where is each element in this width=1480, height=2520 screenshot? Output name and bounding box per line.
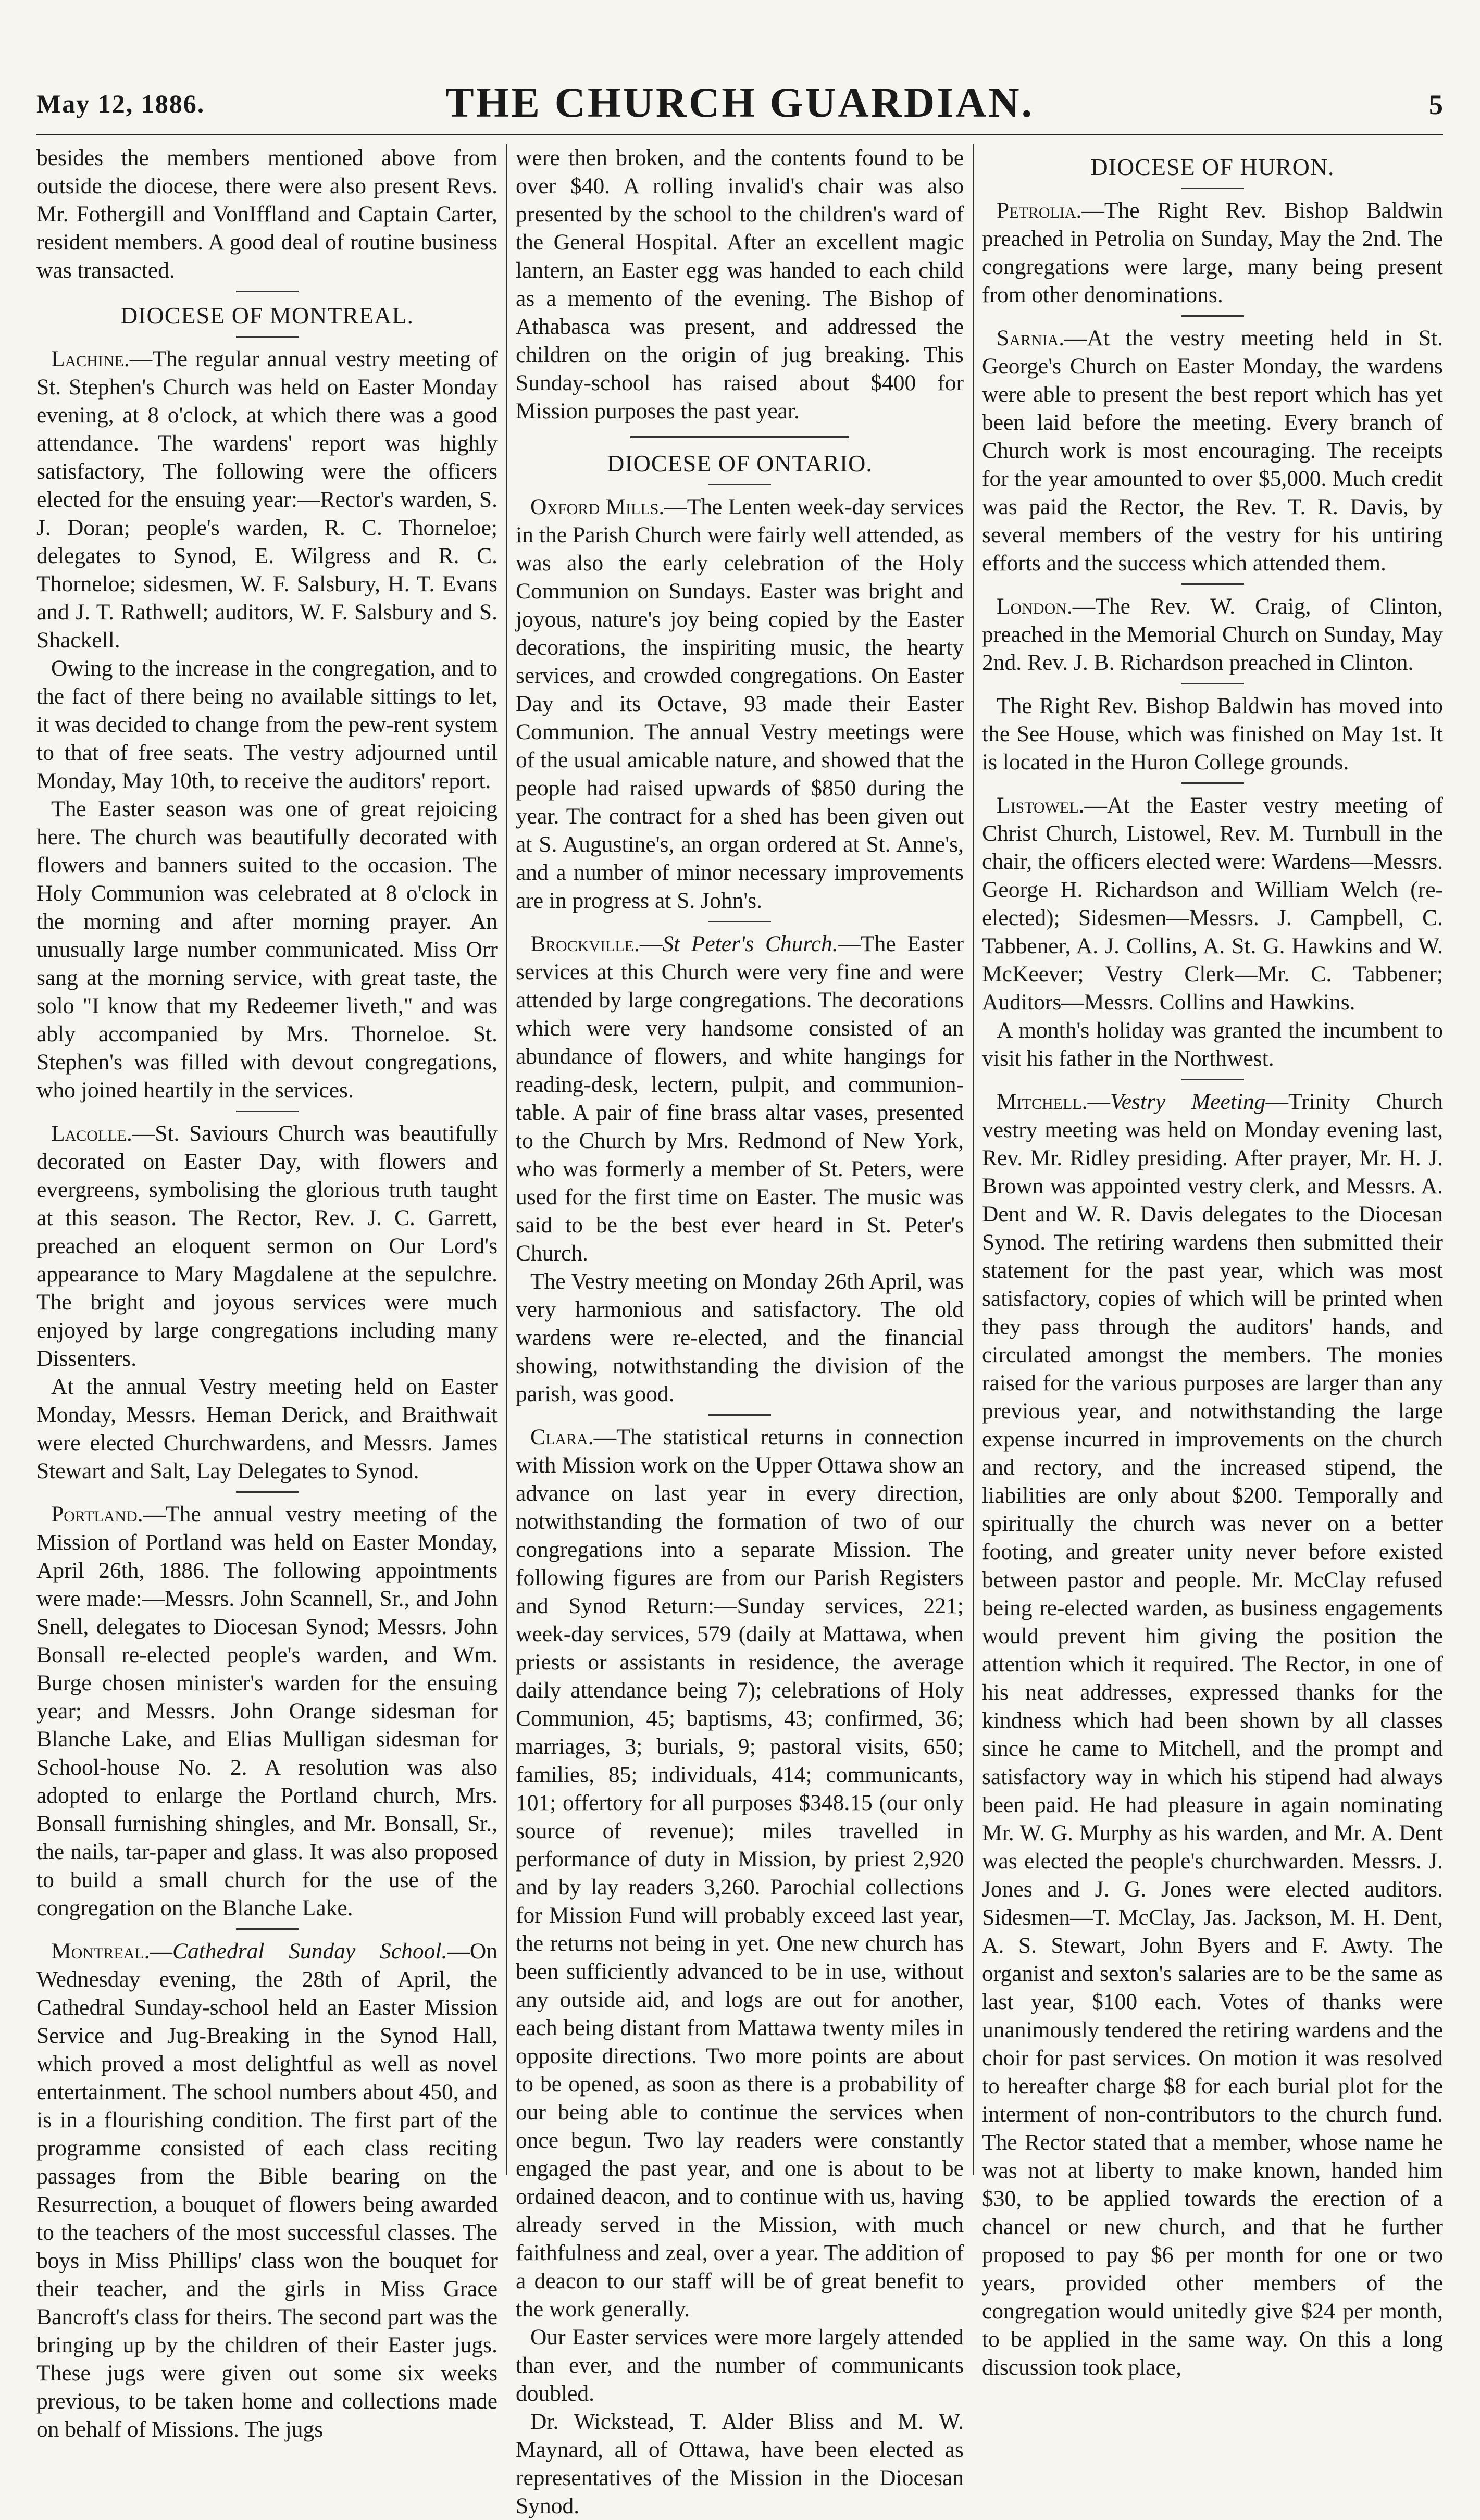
page-number: 5: [1429, 89, 1443, 120]
place-name: Clara.: [530, 1425, 594, 1450]
article-subtitle: St Peter's Church.: [662, 931, 838, 956]
column-3: [982, 144, 1443, 2380]
issue-date: May 12, 1886.: [36, 89, 205, 118]
place-name: Lacolle.: [51, 1121, 132, 1146]
article-london: [982, 592, 1443, 677]
section-rule: [236, 336, 299, 338]
place-name: Listowel.: [997, 793, 1085, 818]
article-sarnia: [982, 324, 1443, 577]
place-name: Brockville.: [530, 931, 640, 956]
place-name: London.: [997, 594, 1073, 619]
article-rule: [236, 1491, 299, 1493]
article-paragraph: Dr. Wickstead, T. Alder Bliss and M. W. Maynard, all of Ottawa, have been elected as representatives of the Mission in the Diocesan Synod.: [516, 2409, 964, 2518]
article-rule: [1181, 583, 1244, 585]
place-name: Mitchell.: [997, 1089, 1088, 1114]
article-rule: [1181, 1079, 1244, 1080]
article-oxford-mills: [516, 493, 964, 915]
article-paragraph: The Vestry meeting on Monday 26th April, was very harmonious and satisfactory. The old wardens were re-elected, and the financial showing, notwithstanding the division of the parish, was good.: [516, 1269, 964, 1406]
section-heading-ontario: DIOCESE OF ONTARIO.: [607, 450, 873, 477]
article-text: —The statistical returns in connection with Mission work on the Upper Ottawa show an advance on last year in every direction, notwithstanding the formation of two of our congregations into a separate Mission. The following figures are from our Parish Registers and Synod Return:—Sunday services, 221; week-day services, 579 (daily at Mattawa, when priests or assistants in residence, the average daily attendance being 7); celebrations of Holy Communion, 45; baptisms, 43; confirmed, 36; marriages, 3; burials, 9; pastoral visits, 650; families, 85; individuals, 414; communicants, 101; offertory for all purposes $348.15 (our only source of revenue); miles travelled in performance of duty in Mission, by priest 2,920 and by lay readers 3,260. Parochial collections for Mission Fund will probably exceed last year, the returns not being in yet. One new church has been sufficiently advanced to be in use, without any outside aid, and logs are out for another, each being distant from Mattawa twenty miles in opposite directions. Two more points are about to be opened, as soon as there is a probability of our being able to continue the services when once begun. Two lay readers were constantly engaged the past year, and one is about to be ordained deacon, and to continue with us, having already served in the Mission, with much faithfulness and zeal, over a year. The addition of a deacon to our staff will be of great benefit to the work generally.: [516, 1425, 964, 2322]
section-rule: [236, 291, 299, 292]
article-clara: [516, 1423, 964, 2323]
article-text: —At the Easter vestry meeting of Christ Church, Listowel, Rev. M. Turnbull in the chair, the officers elected were: Wardens—Messrs. George H. Richardson and William Welch (re-elected); Sidesmen—Messrs. J. Campbell, C. Tabbener, A. J. Collins, A. St. G. Hawkins and W. McKeever; Vestry Clerk—Mr. C. Tabbener; Auditors—Messrs. Collins and Hawkins.: [982, 793, 1443, 1015]
article-rule: [708, 1414, 771, 1416]
article-rule: [236, 1928, 299, 1930]
article-text: —The regular annual vestry meeting of St. Stephen's Church was held on Easter Monday evening, at 8 o'clock, at which there was a good attendance. The wardens' report was highly satisfactory, The following were the officers elected for the ensuing year:—Rector's warden, S. J. Doran; people's warden, R. C. Thorneloe; delegates to Synod, E. Wilgress and R. C. Thorneloe; sidesmen, W. F. Salsbury, H. T. Evans and J. T. Rathwell; auditors, W. F. Salsbury and S. Shackell.: [36, 346, 498, 653]
article-paragraph: At the annual Vestry meeting held on Easter Monday, Messrs. Heman Derick, and Braithwait were elected Churchwardens, and Messrs. James Stewart and Salt, Lay Delegates to Synod.: [36, 1374, 498, 1483]
section-rule: [1181, 188, 1244, 189]
column-divider: [506, 144, 507, 2175]
article-paragraph: were then broken, and the contents found to be over $40. A rolling invalid's chair was also presented by the school to the children's ward of the General Hospital. After an excellent magic lantern, an Easter egg was handed to each child as a memento of the evening. The Bishop of Athabasca was present, and addressed the children on the origin of jug breaking. This Sunday-school has raised about $400 for Mission purposes the past year.: [516, 145, 964, 423]
article-brockville: Brockville.—St Peter's Church.—The Easter services at this Church were very fine and were attended by large congregations. The decorations which were very handsome consisted of an abundance of flowers, and white hangings for reading-desk, lectern, pulpit, and communion-table. A pair of fine brass altar vases, presented to the Church by Mrs. Redmond of New York, who was formerly a member of St. Peters, were used for the first time on Easter. The music was said to be the best ever heard in St. Peter's Church.: [516, 931, 964, 1266]
article-subtitle: Vestry Meeting: [1110, 1089, 1266, 1114]
article-paragraph: Owing to the increase in the congregation, and to the fact of there being no available sittings to let, it was decided to change from the pew-rent system to that of free seats. The vestry adjourned until Monday, May 10th, to receive the auditors' report.: [36, 656, 498, 793]
article-lachine: [36, 345, 498, 654]
article-paragraph: A month's holiday was granted the incumbent to visit his father in the Northwest.: [982, 1018, 1443, 1071]
section-heading-huron: DIOCESE OF HURON.: [1090, 154, 1335, 180]
article-paragraph: besides the members mentioned above from outside the diocese, there were also present Revs. Mr. Fothergill and VonIffland and Captain Carter, resident members. A good deal of routine business was transacted.: [36, 145, 498, 283]
newspaper-title: THE CHURCH GUARDIAN.: [445, 79, 1035, 126]
section-rule: [708, 484, 771, 485]
article-lacolle: [36, 1119, 498, 1373]
article-paragraph: The Easter season was one of great rejoicing here. The church was beautifully decorated with flowers and banners suited to the occasion. The Holy Communion was celebrated at 8 o'clock in the morning and after morning prayer. An unusually large number communicated. Miss Orr sang at the morning service, with great taste, the solo "I know that my Redeemer liveth," and was ably accompanied by Mrs. Thorneloe. St. Stephen's was filled with devout congregations, who joined heartily in the services.: [36, 796, 498, 1103]
article-text: —At the vestry meeting held in St. George's Church on Easter Monday, the wardens were able to present the best report which has yet been laid before the meeting. Every branch of Church work is most encouraging. The receipts for the year amounted to over $5,000. Much credit was paid the Rector, the Rev. T. R. Davis, by several members of the vestry for his untiring efforts and the success which attended them.: [982, 326, 1443, 576]
article-rule: [708, 921, 771, 922]
column-2: [516, 144, 964, 2518]
article-rule: [1181, 315, 1244, 317]
article-rule: [1181, 782, 1244, 784]
column-divider: [973, 144, 974, 2175]
place-name: Montreal.: [51, 1939, 150, 1964]
article-text: —The Right Rev. Bishop Baldwin preached in Petrolia on Sunday, May the 2nd. The congregations were large, many being present from other denominations.: [982, 198, 1443, 307]
article-text: —The Lenten week-day services in the Parish Church were fairly well attended, as was also the early celebration of the Holy Communion on Sundays. Easter was bright and joyous, nature's joy being copied by the Easter decorations, the inspiriting music, the hearty services, and crowded congregations. On Easter Day and its Octave, 93 made their Easter Communion. The annual Vestry meetings were of the usual amicable nature, and showed that the people had raised upwards of $850 during the year. The contract for a shed has been given out at S. Augustine's, an organ ordered at St. Anne's, and a number of minor necessary improvements are in progress at S. John's.: [516, 494, 964, 913]
article-petrolia: [982, 196, 1443, 309]
place-name: Oxford Mills.: [530, 494, 665, 519]
article-portland: [36, 1500, 498, 1922]
article-paragraph: The Right Rev. Bishop Baldwin has moved into the See House, which was finished on May 1st. It is located in the Huron College grounds.: [982, 693, 1443, 775]
place-name: Lachine.: [51, 346, 130, 371]
article-rule: [236, 1111, 299, 1112]
article-mitchell: Mitchell.—Vestry Meeting—Trinity Church vestry meeting was held on Monday evening last, Rev. Mr. Ridley presiding. After prayer, Mr. H. J. Brown was appointed vestry clerk, and Messrs. A. Dent and W. R. Davis delegates to the Diocesan Synod. The retiring wardens then submitted their statement for the past year, which was most satisfactory, copies of which will be printed when they pass through the auditors' hands, and circulated amongst the members. The monies raised for the various purposes are larger than any previous year, and notwithstanding the large expense incurred in improvements on the church and rectory, and the increased stipend, the liabilities are only about $200. Temporally and spiritually the church was never on a better footing, and greater unity never before existed between pastor and people. Mr. McClay refused being re-elected warden, as business engagements would prevent him giving the position the attention which it required. The Rector, in one of his neat addresses, expressed thanks for the kindness which had been shown by all classes since he came to Mitchell, and the prompt and satisfactory way in which his stipend had always been paid. He had pleasure in again nominating Mr. W. G. Murphy as his warden, and Mr. A. Dent was elected the people's churchwarden. Messrs. J. Jones and J. G. Jones were elected auditors. Sidesmen—T. McClay, Jas. Jackson, M. H. Dent, A. S. Stewart, John Byers and F. Awty. The organist and sexton's salaries are to be the same as last year, $100 each. Votes of thanks were unanimously tendered the retiring wardens and the choir for past services. On motion it was resolved to hereafter charge $8 for each burial plot for the interment of non-contributors to the church fund. The Rector stated that a member, whose name he was not at liberty to make known, handed him $30, to be applied towards the erection of a chancel or new church, and that he further proposed to pay $6 per month for one or two years, provided other members of the congregation would unitedly give $24 per month, to be applied in the same way. On this a long discussion took place,: [982, 1089, 1443, 2380]
place-name: Sarnia.: [997, 326, 1065, 351]
article-listowel: [982, 791, 1443, 1016]
article-paragraph: Our Easter services were more largely attended than ever, and the number of communicants doubled.: [516, 2325, 964, 2406]
article-subtitle: Cathedral Sunday School.: [172, 1939, 447, 1964]
article-text: —On Wednesday evening, the 28th of April, the Cathedral Sunday-school held an Easter Mission Service and Jug-Breaking in the Synod Hall, which proved a most delightful as well as novel entertainment. The school numbers about 450, and is in a flourishing condition. The first part of the programme consisted of each class reciting passages from the Bible bearing on the Resurrection, a bouquet of flowers being awarded to the teachers of the most successful classes. The boys in Miss Phillips' class won the bouquet for their teacher, and the girls in Miss Grace Bancroft's class for theirs. The second part was the bringing up by the children of their Easter jugs. These jugs were given out some six weeks previous, to be taken home and collections made on behalf of Missions. The jugs: [36, 1939, 498, 2442]
place-name: Portland.: [51, 1502, 143, 1527]
article-text: —The annual vestry meeting of the Mission of Portland was held on Easter Monday, April 26th, 1886. The following appointments were made:—Messrs. John Scannell, Sr., and John Snell, delegates to Diocesan Synod; Messrs. John Bonsall re-elected people's warden, and Wm. Burge chosen minister's warden for the ensuing year; and Messrs. John Orange sidesman for Blanche Lake, and Elias Mulligan sidesman for School-house No. 2. A resolution was also adopted to enlarge the Portland church, Mrs. Bonsall furnishing shingles, and Mr. Bonsall, Sr., the nails, tar-paper and glass. It was also proposed to build a small church for the use of the congregation on the Blanche Lake.: [36, 1502, 498, 1920]
section-rule: [630, 436, 849, 438]
article-text: —The Rev. W. Craig, of Clinton, preached in the Memorial Church on Sunday, May 2nd. Rev. J. B. Richardson preached in Clinton.: [982, 594, 1443, 675]
article-text: —The Easter services at this Church were very fine and were attended by large congregations. The decorations which were very handsome consisted of an abundance of flowers, and white hangings for reading-desk, lectern, pulpit, and communion-table. A pair of fine brass altar vases, presented to the Church by Mrs. Redmond of New York, who was formerly a member of St. Peters, were used for the first time on Easter. The music was said to be the best ever heard in St. Peter's Church.: [516, 931, 964, 1266]
section-heading-montreal: DIOCESE OF MONTREAL.: [120, 302, 414, 329]
masthead: [36, 78, 1443, 135]
article-rule: [1181, 683, 1244, 684]
masthead-rule: [36, 134, 1443, 136]
column-1: [36, 144, 498, 2442]
article-text: —St. Saviours Church was beautifully decorated on Easter Day, with flowers and evergreens, symbolising the glorious truth taught at this season. The Rector, Rev. J. C. Garrett, preached an eloquent sermon on Our Lord's appearance to Mary Magdalene at the sepulchre. The bright and joyous services were much enjoyed by large congregations including many Dissenters.: [36, 1121, 498, 1371]
article-text: —Trinity Church vestry meeting was held on Monday evening last, Rev. Mr. Ridley presiding. After prayer, Mr. H. J. Brown was appointed vestry clerk, and Messrs. A. Dent and W. R. Davis delegates to the Diocesan Synod. The retiring wardens then submitted their statement for the past year, which was most satisfactory, copies of which will be printed when they pass through the auditors' hands, and circulated amongst the members. The monies raised for the various purposes are larger than any previous year, and notwithstanding the large expense incurred in improvements on the church and rectory, and the increased stipend, the liabilities are only about $200. Temporally and spiritually the church was never on a better footing, and greater unity never before existed between pastor and people. Mr. McClay refused being re-elected warden, as business engagements would prevent him giving the position the attention which it required. The Rector, in one of his neat addresses, expressed thanks for the kindness which had been shown by all classes since he came to Mitchell, and the prompt and satisfactory way in which his stipend had always been paid. He had pleasure in again nominating Mr. W. G. Murphy as his warden, and Mr. A. Dent was elected the people's churchwarden. Messrs. J. Jones and J. G. Jones were elected auditors. Sidesmen—T. McClay, Jas. Jackson, M. H. Dent, A. S. Stewart, John Byers and F. Awty. The organist and sexton's salaries are to be the same as last year, $100 each. Votes of thanks were unanimously tendered the retiring wardens and the choir for past services. On motion it was resolved to hereafter charge $8 for each burial plot for the interment of non-contributors to the church fund. The Rector stated that a member, whose name he was not at liberty to make known, handed him $30, to be applied towards the erection of a chancel or new church, and that he further proposed to pay $6 per month for one or two years, provided other members of the congregation would unitedly give $24 per month, to be applied in the same way. On this a long discussion took place,: [982, 1089, 1443, 2380]
article-montreal-sunday-school: Montreal.—Cathedral Sunday School.—On Wednesday evening, the 28th of April, the Cathedral Sunday-school held an Easter Mission Service and Jug-Breaking in the Synod Hall, which proved a most delightful as well as novel entertainment. The school numbers about 450, and is in a flourishing condition. The first part of the programme consisted of each class reciting passages from the Bible bearing on the Resurrection, a bouquet of flowers being awarded to the teachers of the most successful classes. The boys in Miss Phillips' class won the bouquet for their teacher, and the girls in Miss Grace Bancroft's class for theirs. The second part was the bringing up by the children of their Easter jugs. These jugs were given out some six weeks previous, to be taken home and collections made on behalf of Missions. The jugs: [36, 1939, 498, 2442]
place-name: Petrolia.: [997, 198, 1082, 223]
